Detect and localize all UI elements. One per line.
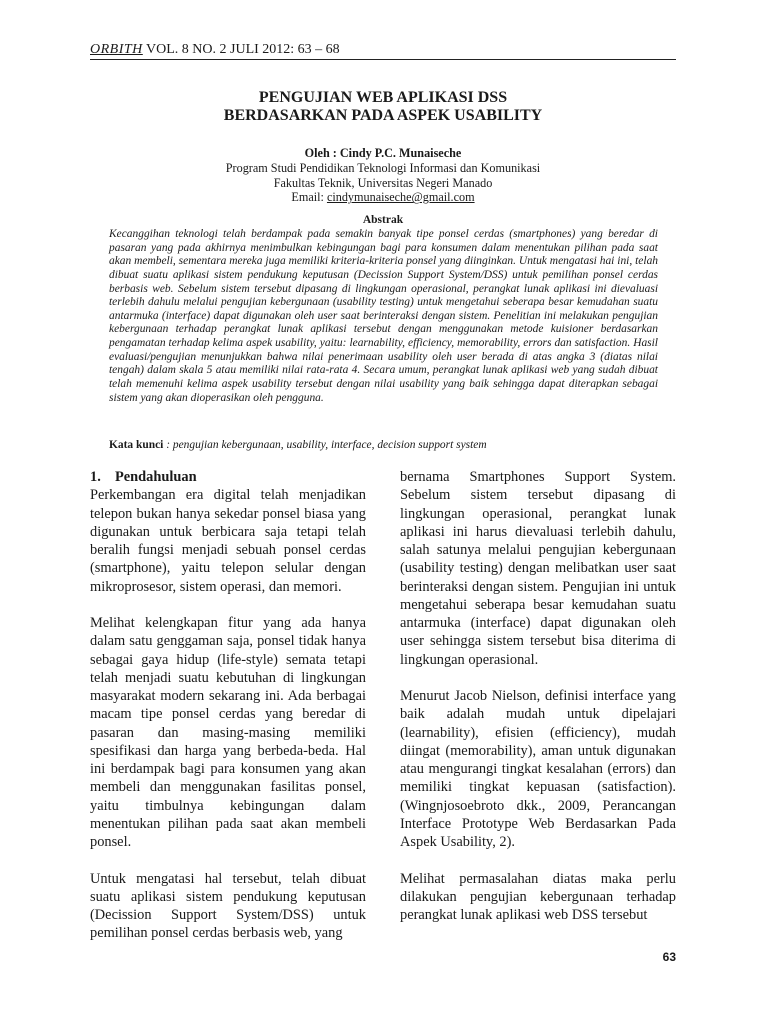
page-number: 63: [662, 950, 676, 964]
right-paragraph-1: bernama Smartphones Support System. Sebelum sistem tersebut dipasang di lingkungan operasional, perangkat lunak aplikasi ini harus dievaluasi terlebih dahulu, salah satunya melalui pengujian kebergunaan (usability testing) dengan melibatkan user saat berinteraksi dengan sistem. Pengujian ini untuk mengetahui seberapa besar kemudahan suatu antarmuka (interface) dapat digunakan oleh user sehingga sistem tersebut bisa diterima di lingkungan operasional.: [400, 469, 676, 668]
running-header: [90, 42, 676, 60]
title-line-1: PENGUJIAN WEB APLIKASI DSS: [258, 89, 508, 106]
author-email-line: [90, 190, 676, 205]
section-title: Pendahuluan: [115, 469, 197, 485]
right-paragraph-3: Melihat permasalahan diatas maka perlu dilakukan pengujian kebergunaan terhadap perangkat lunak aplikasi web DSS tersebut: [400, 870, 676, 923]
keywords-label: Kata kunci: [109, 439, 164, 451]
section-heading: [90, 468, 366, 486]
title-line-2: BERDASARKAN PADA ASPEK USABILITY: [223, 107, 543, 124]
intro-paragraph-2: Melihat kelengkapan fitur yang ada hanya dalam satu genggaman saja, ponsel tidak hanya sebagai gaya hidup (life-style) semata tetapi telah menjadi suatu kebutuhan di lingkungan masyarakat modern sekarang ini. Ada berbagai macam tipe ponsel cerdas yang beredar di pasaran dan masing-masing memiliki spesifikasi dan harga yang berbeda-beda. Hal ini berdampak bagi para konsumen yang akan membeli dan menggunakan fasilitas ponsel, yaitu timbulnya kebingungan dalam menentukan pilihan pada saat akan membeli ponsel.: [90, 615, 366, 850]
right-column: [400, 468, 676, 943]
abstract-text: Kecanggihan teknologi telah berdampak pada semakin banyak tipe ponsel cerdas (smartphones) yang beredar di pasaran yang pada akhirnya menimbulkan kebingungan bagi para konsumen dalam menentukan pilihan pada saat akan membeli, sementara mereka juga memiliki kriteria-kriteria ponsel yang diinginkan. Untuk mengatasi hai ini, telah dibuat suatu aplikasi sistem pendukung keputusan (Decission Support System/DSS) untuk pemilihan ponsel cerdas berbasis web. Sebelum sistem tersebut dipasang di lingkungan operasional, perangkat lunak aplikasi ini dievaluasi terlebih dahulu melalui pengujian kebergunaan (usability testing) untuk mengetahui seberapa besar kemudahan suatu antarmuka (interface) dapat digunakan oleh user saat berinteraksi dengan sistem. Penelitian ini melakukan pengujian kebergunaan terhadap perangkat lunak aplikasi tersebut dengan menggunakan metode kuisioner berdasarkan pengamatan terhadap kelima aspek usability, yaitu: learnability, efficiency, memorability, errors dan satisfaction. Hasil evaluasi/pengujian menunjukkan bahwa nilai penerimaan usability oleh user berada di atas angka 3 (diatas nilai tengah) dalam skala 5 atau memiliki nilai rata-rata 4. Secara umum, perangkat lunak aplikasi web yang sudah dibuat telah memenuhi kelima aspek usability tersebut dengan nilai usability yang baik sehingga dapat diterapkan sebagai sistem yang akan dioperasikan oleh pengguna.: [109, 228, 658, 404]
section-number: 1.: [90, 469, 101, 485]
author-block: [90, 146, 676, 205]
paper-title: [90, 89, 676, 125]
keywords-text: : pengujian kebergunaan, usability, interface, decision support system: [163, 439, 487, 451]
author-program: Program Studi Pendidikan Teknologi Informasi dan Komunikasi: [225, 160, 541, 175]
volume-info: VOL. 8 NO. 2 JULI 2012: 63 – 68: [142, 42, 340, 57]
author-byline: Oleh : Cindy P.C. Munaiseche: [304, 146, 462, 160]
intro-paragraph-1: Perkembangan era digital telah menjadikan telepon bukan hanya sekedar ponsel biasa yang digunakan untuk berbicara saja tetapi telah beralih fungsi menjadi sebuah ponsel cerdas (smartphone), yaitu telepon selular dengan mikroprosesor, sistem operasi, dan memori.: [90, 487, 366, 595]
right-paragraph-2: Menurut Jacob Nielson, definisi interface yang baik adalah mudah untuk dipelajari (learnability), efisien (efficiency), mudah diingat (memorability), aman untuk digunakan atau mengurangi tingkat kesalahan (errors) dan memiliki tingkat kepuasan (satisfaction). (Wingnjosoebroto dkk., 2009, Perancangan Interface Prototype Web Berdasarkan Pada Aspek Usability, 2).: [400, 688, 676, 850]
left-column: [90, 468, 366, 961]
abstract-heading: Abstrak: [362, 214, 404, 226]
email-label: Email:: [291, 190, 327, 205]
intro-paragraph-3: Untuk mengatasi hal tersebut, telah dibuat suatu aplikasi sistem pendukung keputusan (Decission Support System/DSS) untuk pemilihan ponsel cerdas berbasis web, yang: [90, 870, 366, 942]
email-link[interactable]: cindymunaiseche@gmail.com: [326, 190, 475, 205]
journal-name: ORBITH: [90, 42, 143, 57]
keywords-line: [109, 438, 658, 452]
author-faculty: Fakultas Teknik, Universitas Negeri Manado: [273, 175, 493, 190]
